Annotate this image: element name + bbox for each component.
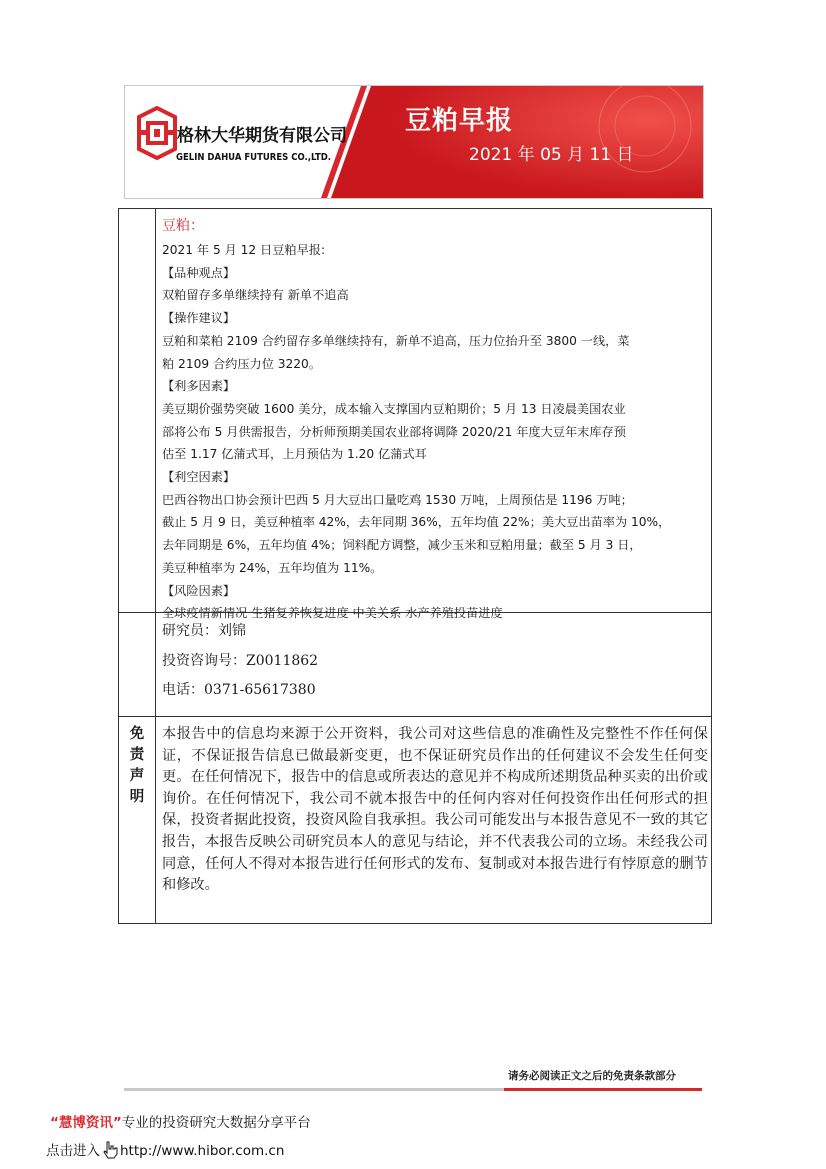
company-name-cn: 格林大华期货有限公司: [177, 126, 347, 146]
disclaimer-text: 本报告中的信息均来源于公开资料，我公司对这些信息的准确性及完整性不作任何保证，不保证报告信息已做最新变更，也不保证研究员作出的任何建议不会发生任何变更。在任何情况下，报告中的信息或所表达的意见并不构成所述期货品种买卖的出价或询价。在任何情况下，我公司不就本报告中的任何内容对任何投资作出任何形式的担保，投资者据此投资，投资风险自我承担。我公司可能发出与本报告意见不一致的其它报告，本报告反映公司研究员本人的意见与结论，并不代表我公司的立场。未经我公司同意，任何人不得对本报告进行任何形式的发布、复制或对本报告进行有悖原意的删节和修改。: [162, 726, 708, 894]
platform-link-line: [46, 1139, 284, 1159]
row-divider: [119, 716, 711, 717]
report-body: [162, 239, 708, 625]
report-date: 2021 年 05 月 11 日: [469, 145, 634, 165]
column-divider: [155, 209, 156, 923]
market-title: 豆粕：: [162, 218, 204, 234]
report-intro: 2021 年 5 月 12 日豆粕早报:: [162, 243, 326, 257]
platform-text: 专业的投资研究大数据分享平台: [121, 1115, 311, 1131]
company-name-en: GELIN DAHUA FUTURES CO.,LTD.: [176, 152, 332, 163]
link-prefix: 点击进入: [46, 1143, 100, 1159]
section-line: 美豆期价强势突破 1600 美分，成本输入支撑国内豆粕期价；5 月 13 日凌晨美国农业: [162, 401, 626, 416]
hand-cursor-icon: [102, 1141, 118, 1159]
disclaimer-label-text: 免 责 声 明: [129, 726, 145, 805]
analyst-license: 投资咨询号：Z0011862: [162, 652, 319, 669]
section-heading: 【利空因素】: [162, 470, 236, 485]
analyst-name: 研究员：刘锦: [162, 623, 246, 639]
disclaimer-label: [119, 724, 155, 808]
section-line: 全球疫情新情况 生猪复养恢复进度 中美关系 水产养殖投苗进度: [162, 606, 503, 621]
platform-slogan: [50, 1111, 311, 1131]
section-line: 截止 5 月 9 日，美豆种植率 42%，去年同期 36%，五年均值 22%；美大豆出苗率为 10%，: [162, 515, 671, 530]
section-heading: 【操作建议】: [162, 311, 236, 326]
footer-divider-gray: [124, 1088, 504, 1091]
footer-note: 请务必阅读正文之后的免责条款部分: [508, 1070, 676, 1082]
section-heading: 【品种观点】: [162, 265, 236, 280]
analyst-contact: [162, 617, 708, 706]
company-logo-icon: [135, 106, 179, 160]
section-line: 豆粕和菜粕 2109 合约留存多单继续持有，新单不追高，压力位抬升至 3800 一线，菜: [162, 333, 630, 348]
report-table: [118, 208, 712, 924]
section-line: 估至 1.17 亿蒲式耳，上月预估为 1.20 亿蒲式耳: [162, 447, 427, 462]
section-heading: 【利多因素】: [162, 379, 236, 394]
platform-brand: “慧博资讯”: [50, 1115, 122, 1131]
section-heading: 【风险因素】: [162, 583, 236, 598]
section-line: 粕 2109 合约压力位 3220。: [162, 356, 321, 371]
header-banner: [124, 85, 704, 199]
report-content: [162, 216, 708, 625]
section-line: 美豆种植率为 24%，五年均值为 11%。: [162, 560, 383, 575]
section-line: 巴西谷物出口协会预计巴西 5 月大豆出口量吃鸡 1530 万吨，上周预估是 1196 万吨；: [162, 492, 633, 507]
platform-link[interactable]: http://www.hibor.com.cn: [120, 1143, 285, 1159]
section-line: 双粕留存多单继续持有 新单不追高: [162, 288, 349, 303]
footer-divider-red: [504, 1088, 702, 1091]
section-line: 去年同期是 6%，五年均值 4%；饲料配方调整，减少玉米和豆粕用量；截至 5 月 3 日，: [162, 538, 642, 553]
report-title: 豆粕早报: [405, 106, 514, 136]
section-line: 部将公布 5 月供需报告，分析师预期美国农业部将调降 2020/21 年度大豆年末库存预: [162, 424, 626, 439]
analyst-phone: 电话：0371-65617380: [162, 682, 316, 698]
